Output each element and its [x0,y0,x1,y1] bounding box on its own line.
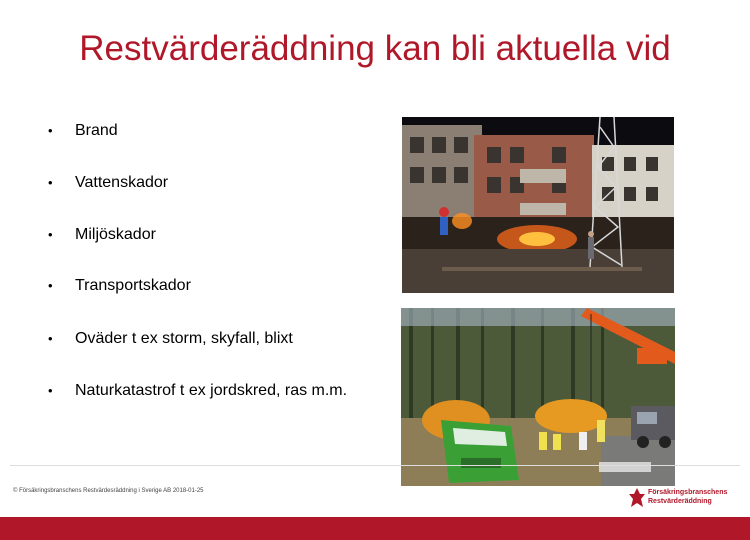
bullet-text: Transportskador [75,277,191,294]
bullet-text: Vattenskador [75,174,169,191]
truck-accident-photo [401,308,675,486]
slide-title: Restvärderäddning kan bli aktuella vid [79,29,671,68]
bullet-dot: • [48,331,53,346]
bullet-text: Naturkatastrof t ex jordskred, ras m.m. [75,382,348,399]
bullet-dot: • [48,383,53,398]
bullet-text: Oväder t ex storm, skyfall, blixt [75,330,293,347]
bullet-text: Miljöskador [75,226,156,243]
bullet-dot: • [48,123,53,138]
bullet-dot: • [48,227,53,242]
bullet-dot: • [48,278,53,293]
logo-line-2: Restvärderäddning [648,498,712,505]
fire-photo [402,117,674,293]
footer-copyright: © Försäkringsbranschens Restvärdesräddning i Sverige AB 2018-01-25 [13,488,204,494]
bullet-dot: • [48,175,53,190]
bottom-band [0,517,750,540]
footer-divider [10,465,740,466]
company-logo [628,487,740,509]
logo-mark-icon [628,487,646,509]
logo-line-1: Försäkringsbranschens [648,489,728,496]
bullet-text: Brand [75,122,118,139]
